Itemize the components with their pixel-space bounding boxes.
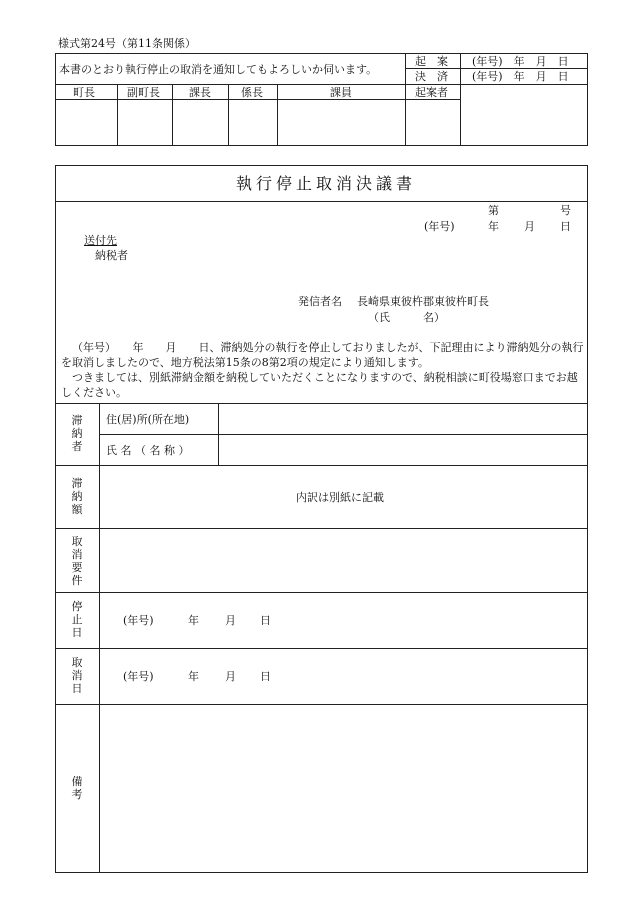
role-staff: 課員 [330, 86, 352, 99]
amount-value: 内訳は別紙に記載 [296, 491, 384, 504]
cancel-date-label: 取消日 [71, 656, 83, 695]
decided-label: 決 済 [415, 70, 448, 83]
body-paragraph-1: （年号） 年 月 日、滞納処分の執行を停止しておりましたが、下記理由により滞納処分の執行を取消しましたので、地方税法第15条の8第2項の規定により通知します。 [61, 341, 584, 369]
stop-date-era: (年号) [123, 614, 154, 627]
role-mayor: 町長 [73, 86, 95, 99]
stop-date-hi: 日 [260, 614, 271, 627]
remarks-label: 備考 [71, 775, 83, 801]
address-label: 住(居)所(所在地) [106, 413, 190, 426]
date-tsuki: 月 [524, 220, 535, 233]
body-paragraph-2: つきましては、別紙滞納金額を納税していただくことになりますので、納税相談に町役場窓口までお越しください。 [61, 371, 578, 399]
decided-date: (年号) 年 月 日 [472, 70, 569, 83]
sender-name: 長崎県東彼杵郡東彼杵町長 [357, 295, 489, 308]
date-nen: 年 [488, 220, 499, 233]
stop-date-tsuki: 月 [225, 614, 236, 627]
number-dai: 第 [488, 204, 499, 217]
stop-date-label: 停止日 [71, 600, 83, 639]
drafted-label: 起 案 [415, 55, 448, 68]
drafted-date: (年号) 年 月 日 [472, 55, 569, 68]
date-era: (年号) [424, 220, 455, 233]
role-deputy-mayor: 副町長 [127, 86, 160, 99]
cancel-date-nen: 年 [188, 670, 199, 683]
taxpayer-label: 納税者 [95, 249, 128, 262]
sender-label: 発信者名 [298, 295, 342, 308]
stop-date-nen: 年 [188, 614, 199, 627]
recipient-label: 送付先 [84, 234, 117, 247]
cancel-date-hi: 日 [260, 670, 271, 683]
role-drafter: 起案者 [415, 86, 448, 99]
date-hi: 日 [560, 220, 571, 233]
sender-signature: （氏 名） [368, 311, 445, 324]
document-title: 執行停止取消決議書 [236, 174, 417, 193]
form-id: 様式第24号（第11条関係） [58, 37, 196, 50]
approval-request-text: 本書のとおり執行停止の取消を通知してもよろしいか伺います。 [59, 63, 378, 76]
cancel-date-tsuki: 月 [225, 670, 236, 683]
name-label: 氏 名 （ 名 称 ） [106, 444, 190, 457]
amount-label: 滞納額 [71, 477, 83, 516]
delinquent-label: 滞納者 [71, 414, 83, 453]
cancel-date-era: (年号) [123, 670, 154, 683]
role-section-chief: 課長 [189, 86, 211, 99]
cancel-requirement-label: 取消要件 [71, 535, 83, 587]
role-subsection-chief: 係長 [241, 86, 263, 99]
number-go: 号 [560, 204, 571, 217]
